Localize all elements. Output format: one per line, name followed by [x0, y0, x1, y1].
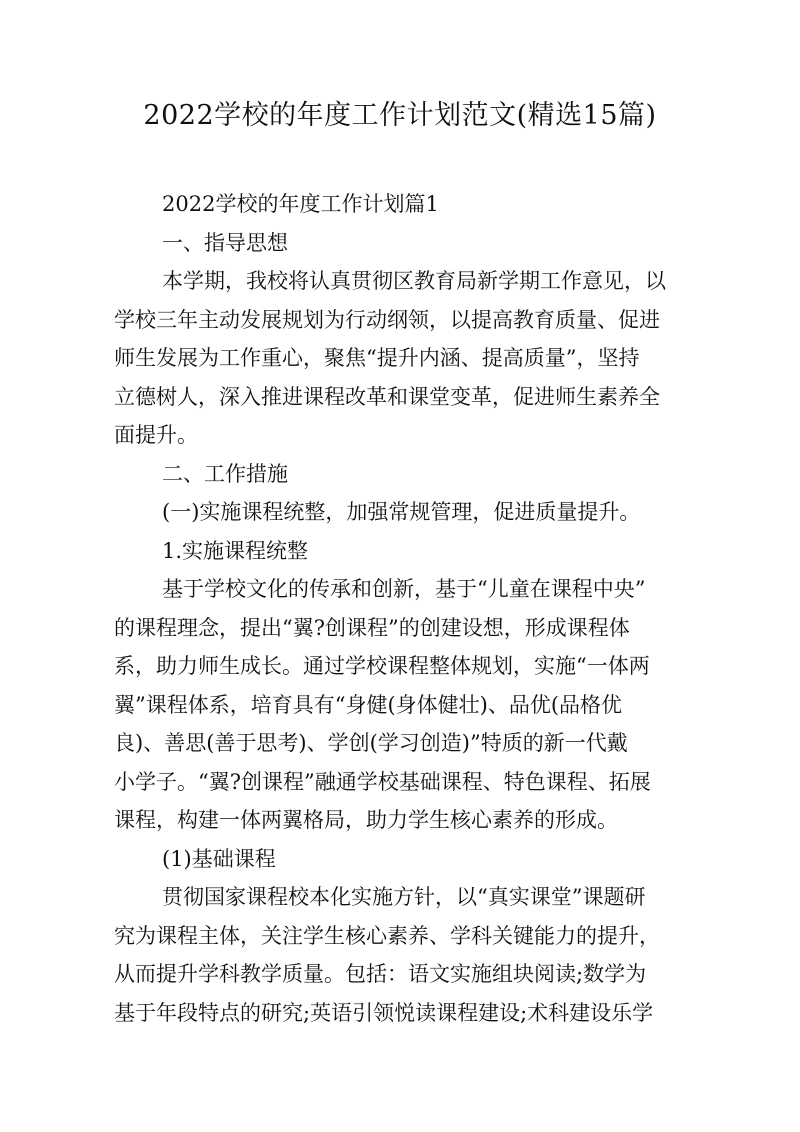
text-line: 小学子。“翼?创课程”融通学校基础课程、特色课程、拓展	[114, 769, 651, 794]
text-line: 面提升。	[114, 423, 198, 447]
text-line: (一)实施课程统整，加强常规管理，促进质量提升。	[162, 500, 641, 524]
text-line: 基于年段特点的研究;英语引领悦读课程建设;术科建设乐学	[114, 1000, 654, 1025]
text-line: 究为课程主体，关注学生核心素养、学科关键能力的提升，	[114, 923, 660, 948]
text-line: 立德树人，深入推进课程改革和课堂变革，促进师生素养全	[114, 384, 660, 409]
text-line: (1)基础课程	[162, 846, 276, 871]
text-line: 2022学校的年度工作计划篇1	[162, 192, 439, 216]
text-line: 的课程理念，提出“翼?创课程”的创建设想，形成课程体	[114, 615, 630, 640]
text-line: 系，助力师生成长。通过学校课程整体规划，实施“一体两	[114, 654, 650, 678]
text-line: 一、指导思想	[162, 230, 288, 255]
text-line: 1.实施课程统整	[162, 538, 309, 563]
text-line: 贯彻国家课程校本化实施方针，以“真实课堂”课题研	[162, 885, 646, 909]
text-line: 本学期，我校将认真贯彻区教育局新学期工作意见，以	[162, 269, 666, 293]
text-line: 师生发展为工作重心，聚焦“提升内涵、提高质量”，坚持	[114, 346, 640, 370]
text-line: 翼”课程体系，培育具有“身健(身体健壮)、品优(品格优	[114, 692, 623, 717]
document-body	[114, 185, 694, 1032]
text-line: 二、工作措施	[162, 461, 288, 486]
text-line: 基于学校文化的传承和创新，基于“儿童在课程中央”	[162, 577, 646, 601]
text-line: 学校三年主动发展规划为行动纲领，以提高教育质量、促进	[114, 307, 660, 332]
text-line: 良)、善思(善于思考)、学创(学习创造)”特质的新一代戴	[114, 731, 628, 755]
text-line: 从而提升学科教学质量。包括：语文实施组块阅读;数学为	[114, 962, 647, 986]
text-line: 课程，构建一体两翼格局，助力学生核心素养的形成。	[114, 808, 618, 832]
document-title: 2022学校的年度工作计划范文(精选15篇)	[143, 100, 657, 131]
